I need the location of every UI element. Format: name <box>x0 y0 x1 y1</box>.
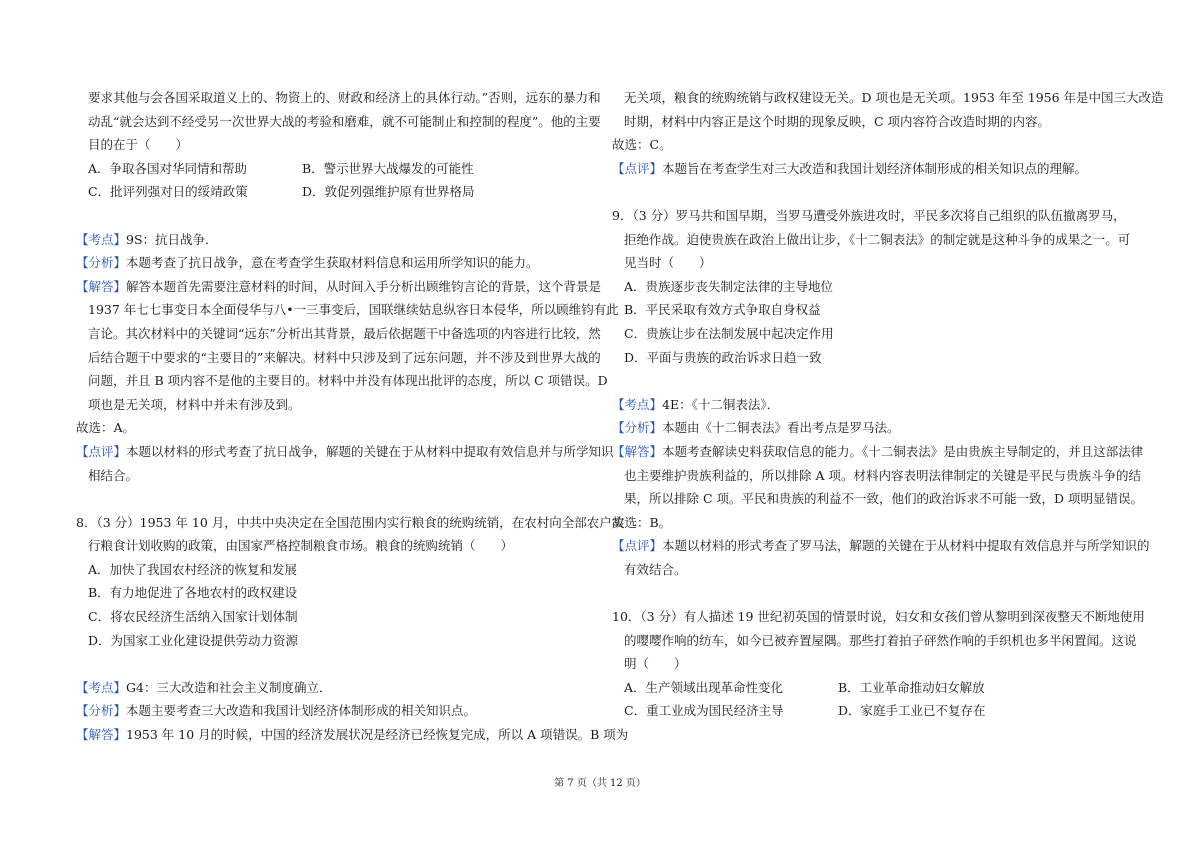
text-line <box>76 605 596 629</box>
line-text: A．贵族逐步丧失制定法律的主导地位 <box>624 278 834 294</box>
text-line <box>612 346 1132 370</box>
annotation-tag: 【分析】 <box>612 420 663 436</box>
annotation-tag: 【解答】 <box>76 278 127 294</box>
text-line <box>612 228 1132 252</box>
paragraph-spacer <box>612 581 1132 605</box>
text-line <box>612 652 1132 676</box>
text-line <box>76 511 625 535</box>
left-column <box>76 86 629 747</box>
line-text: 9．（3 分）罗马共和国早期，当罗马遭受外族进攻时，平民多次将自己组织的队伍撤离罗马， <box>612 207 1126 223</box>
text-line <box>612 251 1132 275</box>
annotation-line <box>76 251 596 275</box>
paragraph-spacer <box>76 652 596 676</box>
line-text: 拒绝作战。迫使贵族在政治上做出让步，《十二铜表法》的制定就是这种斗争的成果之一。可 <box>624 231 1131 247</box>
line-text: 8．（3 分）1953 年 10 月，中共中央决定在全国范围内实行粮食的统购统销，在农村向全部农户实 <box>76 514 625 530</box>
line-text: 本题旨在考查学生对三大改造和我国计划经济体制形成的相关知识点的理解。 <box>662 160 1088 176</box>
line-text: 1953 年 10 月的时候，中国的经济发展状况是经济已经恢复完成，所以 A 项错误。B 项为 <box>126 727 629 743</box>
option-text: C．批评列强对日的绥靖政策 <box>88 184 248 200</box>
line-text: 故选：A。 <box>76 420 136 436</box>
annotation-tag: 【点评】 <box>612 160 663 176</box>
annotation-line <box>612 393 1132 417</box>
line-text: 言论。其次材料中的关键词“远东”分析出其背景，最后依据题干中备选项的内容进行比较，然 <box>88 325 601 341</box>
text-line <box>76 629 596 653</box>
line-text: 要求其他与会各国采取道义上的、物资上的、财政和经济上的具体行动。”否则，远东的暴力和 <box>88 90 601 105</box>
text-line <box>76 581 596 605</box>
line-text: 本题以材料的形式考查了罗马法，解题的关键在于从材料中提取有效信息并与所学知识的 <box>662 538 1150 554</box>
annotation-line <box>612 440 1144 464</box>
option-text: C．重工业成为国民经济主导 <box>624 703 784 719</box>
text-line <box>612 322 1132 346</box>
annotation-line <box>76 699 596 723</box>
text-line <box>612 605 1145 629</box>
text-line <box>76 110 601 134</box>
option-text: A．争取各国对华同情和帮助 <box>88 160 248 176</box>
annotation-tag: 【解答】 <box>612 443 663 459</box>
line-text: 项也是无关项，材料中并未有涉及到。 <box>88 396 301 412</box>
option-pair <box>76 157 596 181</box>
line-text: 10．（3 分）有人描述 19 世纪初英国的情景时说，妇女和女孩们曾从黎明到深夜整天不断地使用 <box>612 609 1145 625</box>
option-text: D．敦促列强维护原有世界格局 <box>302 184 475 200</box>
option-text: B．警示世界大战爆发的可能性 <box>302 160 474 176</box>
annotation-line <box>76 676 596 700</box>
line-text: 相结合。 <box>88 467 139 483</box>
annotation-line <box>76 723 629 747</box>
line-text: D．为国家工业化建设提供劳动力资源 <box>88 632 299 648</box>
annotation-tag: 【考点】 <box>76 679 127 695</box>
annotation-line <box>76 440 614 464</box>
text-line <box>612 487 1144 511</box>
line-text: 本题由《十二铜表法》看出考点是罗马法。 <box>662 420 900 436</box>
annotation-tag: 【考点】 <box>76 231 127 247</box>
paragraph-spacer <box>76 204 596 228</box>
text-line <box>76 133 596 157</box>
text-line <box>76 346 601 370</box>
annotation-tag: 【点评】 <box>612 538 663 554</box>
line-text: 行粮食计划收购的政策，由国家严格控制粮食市场。粮食的统购统销（ ） <box>88 538 514 554</box>
line-text: 明（ ） <box>624 656 687 672</box>
line-text: 问题，并且 B 项内容不是他的主要目的。材料中并没有体现出批评的态度，所以 C 项错误。D <box>88 373 608 389</box>
text-line <box>612 511 1132 535</box>
text-line <box>612 110 1132 134</box>
annotation-line <box>612 534 1150 558</box>
paragraph-spacer <box>76 487 596 511</box>
line-text: 见当时（ ） <box>624 255 712 271</box>
text-line <box>612 298 1132 322</box>
line-text: 果，所以排除 C 项。平民和贵族的利益不一致，他们的政治诉求不可能一致，D 项明显错误。 <box>624 491 1144 507</box>
text-line <box>76 298 619 322</box>
annotation-line <box>612 157 1132 181</box>
text-line <box>76 393 596 417</box>
line-text: D．平面与贵族的政治诉求日趋一致 <box>624 349 822 365</box>
line-text: 9S：抗日战争． <box>126 231 218 247</box>
line-text: 动乱“就会达到不经受另一次世界大战的考验和磨难，就不可能制止和控制的程度”。他的主要 <box>88 113 601 129</box>
line-text: 故选：C。 <box>612 137 672 153</box>
line-text: 时期，材料中内容正是这个时期的现象反映，C 项内容符合改造时期的内容。 <box>624 113 1051 129</box>
text-line <box>76 369 608 393</box>
annotation-line <box>76 275 602 299</box>
line-text: 本题主要考查三大改造和我国计划经济体制形成的相关知识点。 <box>126 703 477 719</box>
page-footer: 第 7 页（共 12 页） <box>554 778 646 789</box>
line-text: 本题考查了抗日战争，意在考查学生获取材料信息和运用所学知识的能力。 <box>126 255 539 271</box>
line-text: 有效结合。 <box>624 561 687 577</box>
paragraph-spacer <box>612 369 1132 393</box>
line-text: 目的在于（ ） <box>88 137 189 153</box>
line-text: 本题考查解读史料获取信息的能力。《十二铜表法》是由贵族主导制定的，并且这部法律 <box>662 443 1144 459</box>
line-text: B．平民采取有效方式争取自身权益 <box>624 302 821 318</box>
text-line <box>612 275 1132 299</box>
line-text: 故选：B。 <box>612 514 672 530</box>
line-text: 解答本题首先需要注意材料的时间，从时间入手分析出顾维钧言论的背景，这个背景是 <box>126 278 602 294</box>
line-text: 后结合题干中要求的“主要目的”来解决。材料中只涉及到了远东问题，并不涉及到世界大战的 <box>88 349 601 365</box>
option-text: B．工业革命推动妇女解放 <box>838 679 985 695</box>
text-line <box>612 629 1137 653</box>
text-line <box>76 534 596 558</box>
annotation-tag: 【分析】 <box>76 703 127 719</box>
text-line <box>612 133 1132 157</box>
text-line <box>612 204 1132 228</box>
text-line <box>76 416 596 440</box>
text-line <box>612 558 1132 582</box>
line-text: B．有力地促进了各地农村的政权建设 <box>88 585 298 601</box>
text-line <box>612 86 1164 110</box>
annotation-line <box>612 416 1132 440</box>
option-pair <box>612 676 1132 700</box>
option-pair <box>76 180 596 204</box>
line-text: C．贵族让步在法制发展中起决定作用 <box>624 325 834 341</box>
text-line <box>612 464 1141 488</box>
annotation-tag: 【解答】 <box>76 727 127 743</box>
text-line <box>76 322 601 346</box>
option-text: D．家庭手工业已不复存在 <box>838 703 986 719</box>
line-text: 也主要维护贵族利益的，所以排除 A 项。材料内容表明法律制定的关键是平民与贵族斗争的结 <box>624 467 1141 483</box>
line-text: 4E：《十二铜表法》． <box>662 396 780 412</box>
line-text: 本题以材料的形式考查了抗日战争，解题的关键在于从材料中提取有效信息并与所学知识 <box>126 443 614 459</box>
text-line <box>76 558 596 582</box>
option-text: A．生产领域出现革命性变化 <box>624 679 784 695</box>
text-line <box>76 86 601 110</box>
option-pair <box>612 699 1132 723</box>
annotation-line <box>76 228 596 252</box>
paragraph-spacer <box>612 180 1132 204</box>
line-text: A．加快了我国农村经济的恢复和发展 <box>88 561 298 577</box>
line-text: 1937 年七七事变日本全面侵华与八•一三事变后，国联继续姑息纵容日本侵华，所以顾维钧有此 <box>88 302 619 318</box>
line-text: G4：三大改造和社会主义制度确立． <box>126 679 332 695</box>
right-column <box>612 86 1164 723</box>
annotation-tag: 【点评】 <box>76 443 127 459</box>
line-text: C．将农民经济生活纳入国家计划体制 <box>88 609 298 625</box>
annotation-tag: 【分析】 <box>76 255 127 271</box>
text-line <box>76 464 596 488</box>
line-text: 无关项，粮食的统购统销与政权建设无关。D 项也是无关项。1953 年至 1956 年是中国三大改造 <box>624 90 1164 105</box>
line-text: 的嘤嘤作响的纺车，如今已被弃置屋隅。那些打着拍子砰然作响的手织机也多半闲置闻。这说 <box>624 632 1137 648</box>
annotation-tag: 【考点】 <box>612 396 663 412</box>
